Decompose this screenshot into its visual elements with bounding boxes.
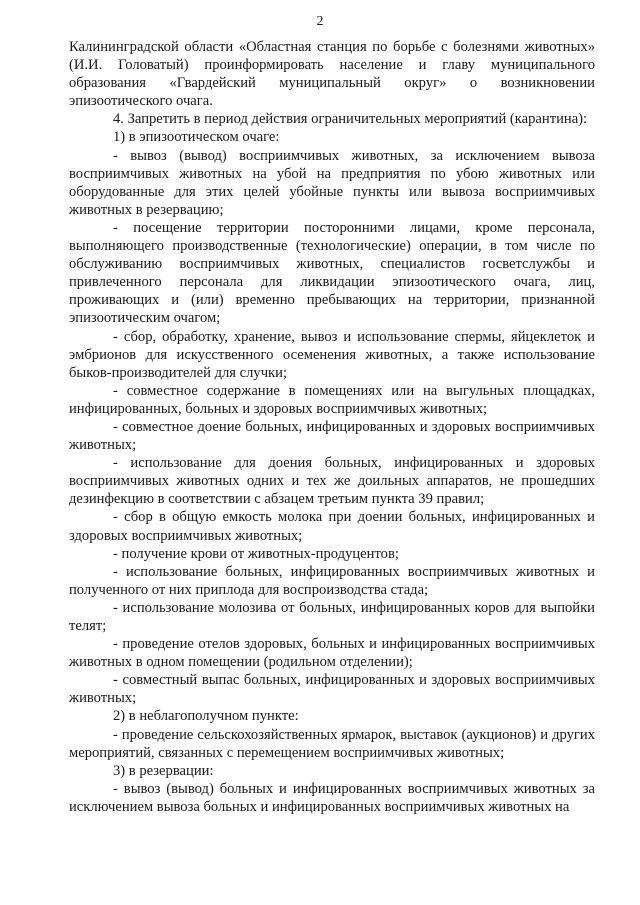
paragraph-list-item: - посещение территории посторонними лицами, кроме персонала, выполняющего производственные (технологические) операции, в том числе по обслуживанию восприимчивых животных, специалистов госветслужбы и привлеченного персонала для ликвидации эпизоотического очага, лиц, проживающих и (или) временно пребывающих на территории, признанной эпизоотическим очагом;	[69, 219, 595, 327]
paragraph-item-4: 4. Запретить в период действия ограничительных мероприятий (карантина):	[113, 111, 588, 128]
document-body	[69, 38, 595, 816]
paragraph-subsection-1: 1) в эпизоотическом очаге:	[113, 129, 280, 146]
paragraph-subsection-3: 3) в резервации:	[113, 762, 214, 779]
page-number: 2	[316, 14, 324, 29]
paragraph-list-item: - использование молозива от больных, инфицированных коров для выпойки телят;	[69, 599, 595, 634]
paragraph-list-item: - вывоз (вывод) больных и инфицированных восприимчивых животных за исключением вывоза больных и инфицированных восприимчивых животных на	[69, 780, 595, 815]
paragraph-list-item: - сбор в общую емкость молока при доении больных, инфицированных и здоровых восприимчивых животных;	[69, 509, 595, 544]
paragraph-subsection-2: 2) в неблагополучном пункте:	[113, 708, 299, 725]
paragraph-list-item: - получение крови от животных-продуцентов;	[113, 545, 399, 562]
paragraph-list-item: - вывоз (вывод) восприимчивых животных, за исключением вывоза восприимчивых животных на убой на предприятия по убою животных или оборудованные для этих целей убойные пункты или вывоза восприимчивых животных в резервацию;	[69, 147, 595, 218]
paragraph-list-item: - совместный выпас больных, инфицированных и здоровых восприимчивых животных;	[69, 672, 595, 707]
paragraph-list-item: - проведение сельскохозяйственных ярмарок, выставок (аукционов) и других мероприятий, связанных с перемещением восприимчивых животных;	[69, 726, 595, 761]
paragraph-list-item: - сбор, обработку, хранение, вывоз и использование спермы, яйцеклеток и эмбрионов для искусственного осеменения животных, а также использование быков-производителей для случки;	[69, 328, 595, 381]
paragraph-intro: Калининградской области «Областная станция по борьбе с болезнями животных» (И.И. Головатый) проинформировать население и главу муниципального образования «Гвардейский муниципальный округ» о возникновении эпизоотического очага.	[69, 39, 595, 110]
paragraph-list-item: - совместное содержание в помещениях или на выгульных площадках, инфицированных, больных и здоровых восприимчивых животных;	[69, 382, 595, 417]
paragraph-list-item: - использование больных, инфицированных восприимчивых животных и полученного от них приплода для воспроизводства стада;	[69, 563, 595, 598]
paragraph-list-item: - проведение отелов здоровых, больных и инфицированных восприимчивых животных в одном помещении (родильном отделении);	[69, 636, 595, 671]
paragraph-list-item: - использование для доения больных, инфицированных и здоровых восприимчивых животных одних и тех же доильных аппаратов, не прошедших дезинфекцию в соответствии с абзацем третьим пункта 39 правил;	[69, 455, 595, 508]
paragraph-list-item: - совместное доение больных, инфицированных и здоровых восприимчивых животных;	[69, 418, 595, 454]
